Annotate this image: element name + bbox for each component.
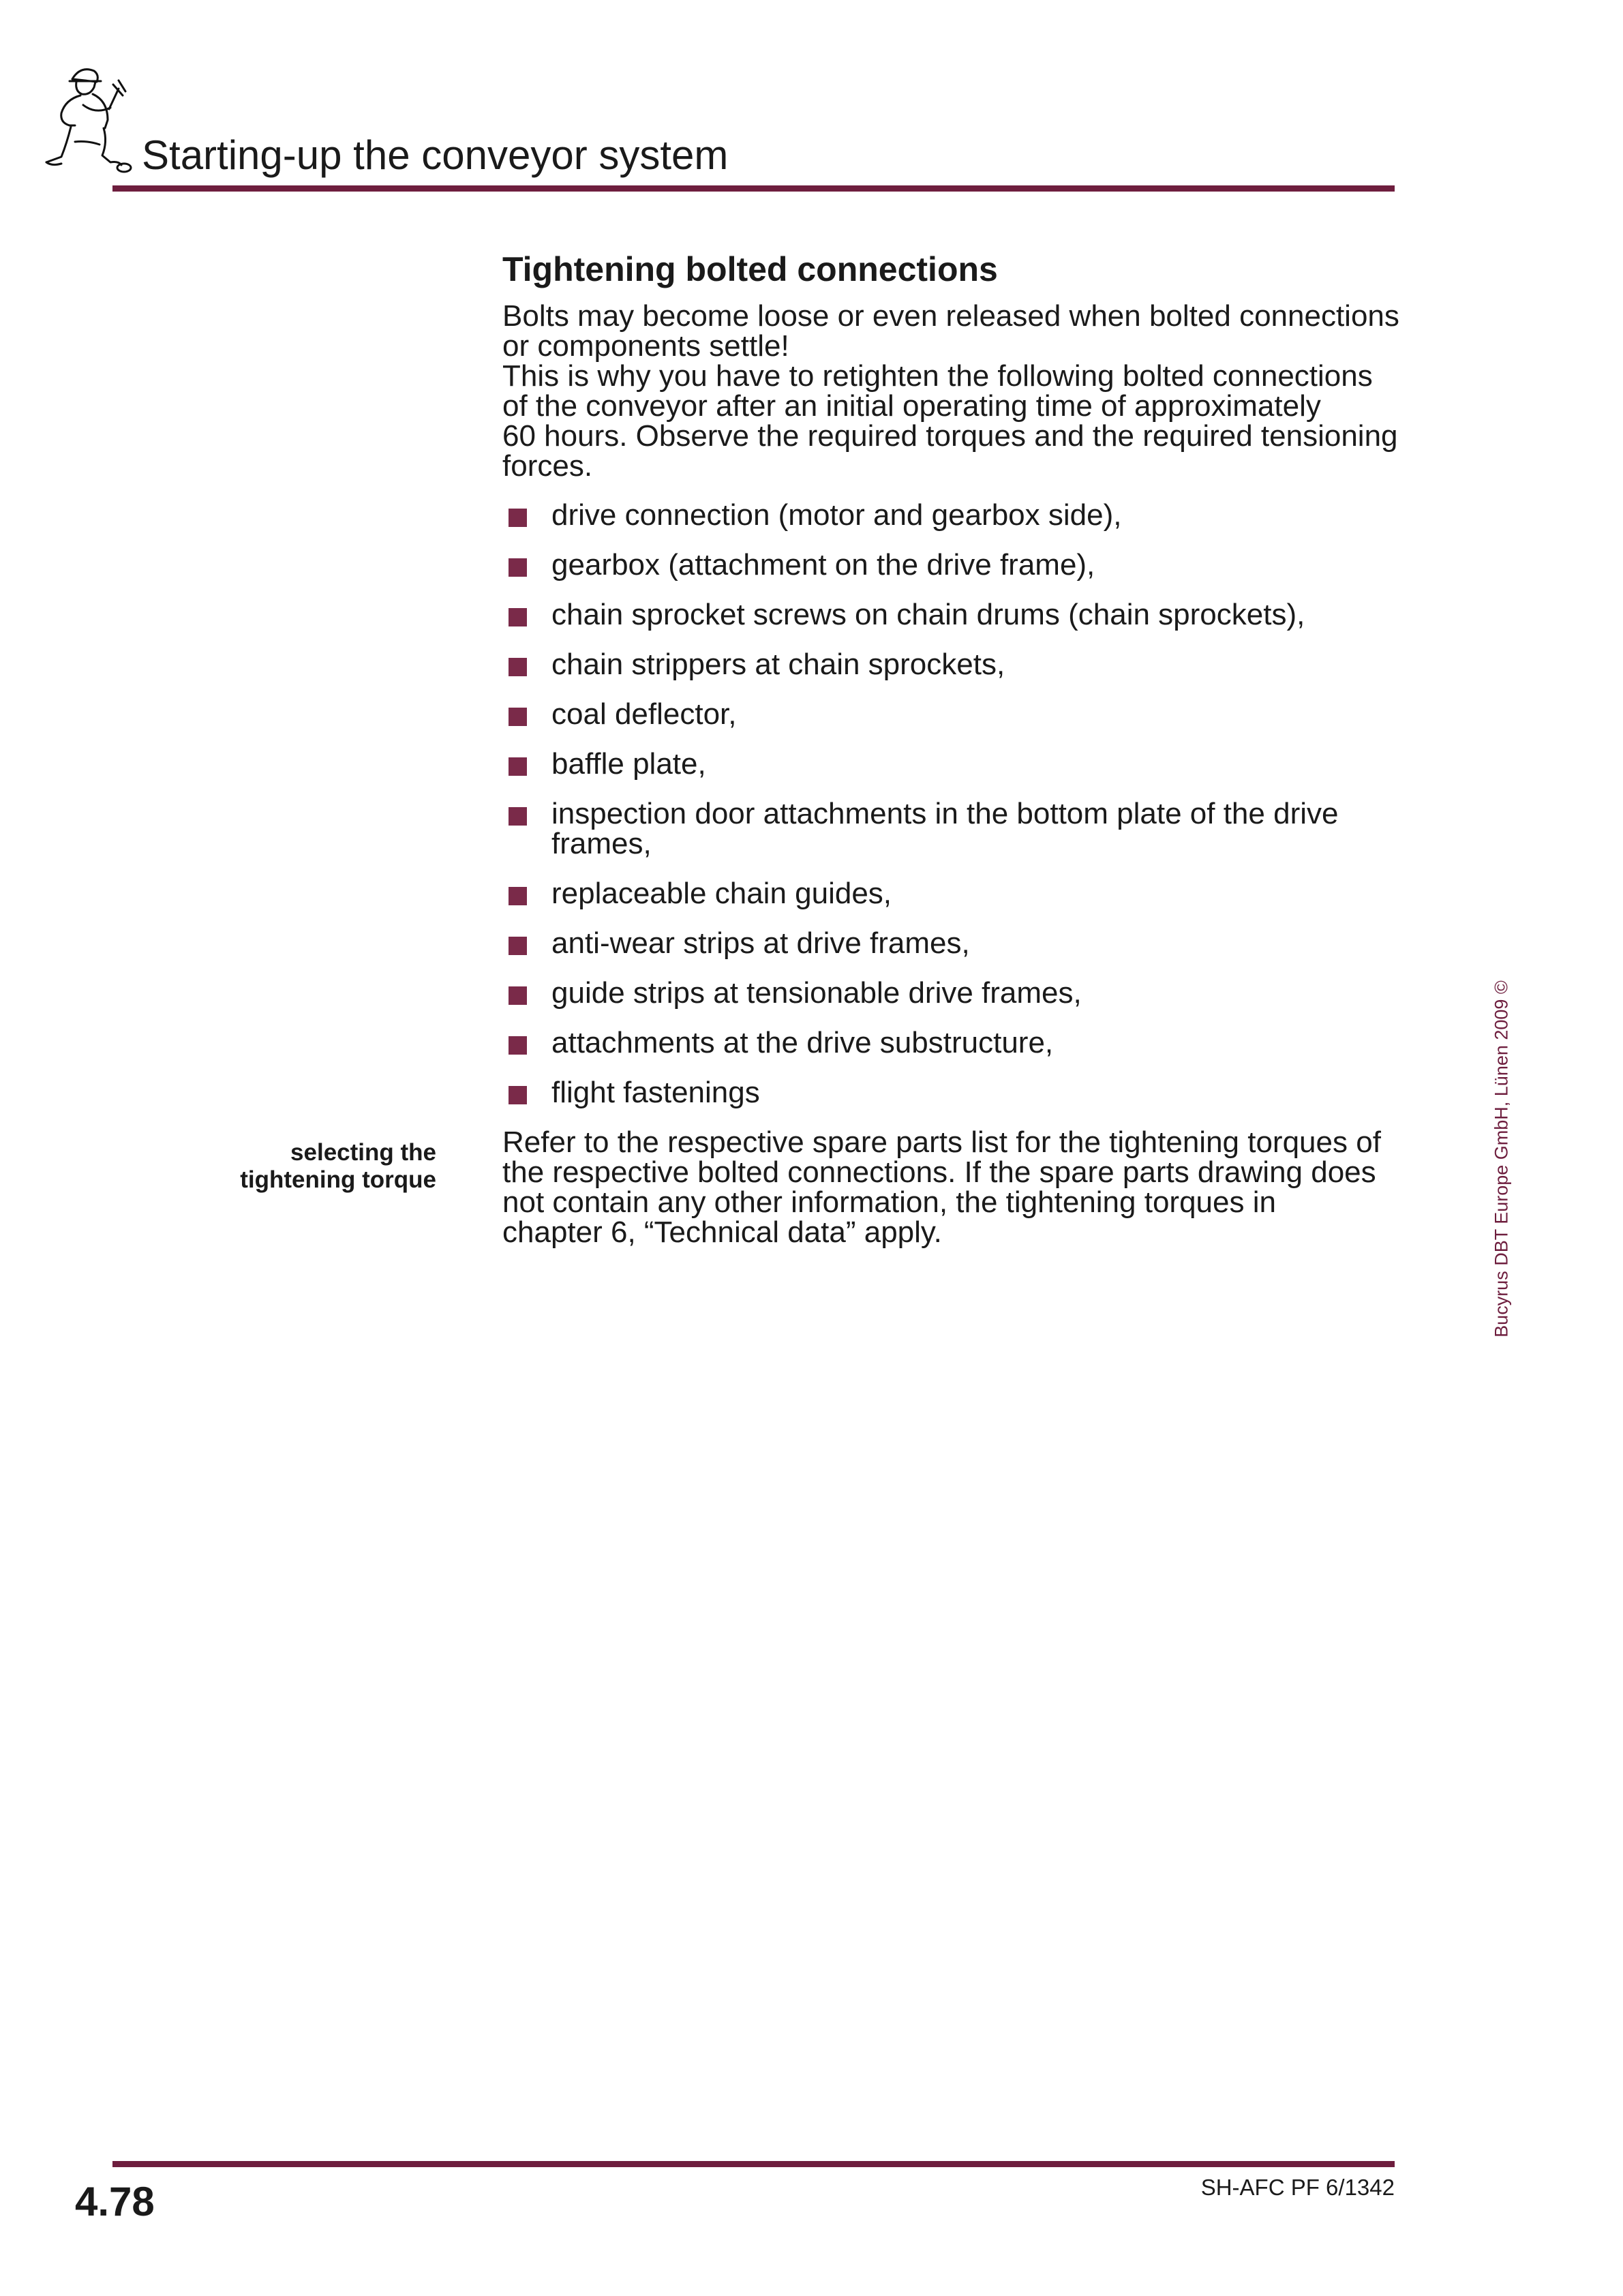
square-bullet-icon	[509, 1086, 527, 1104]
list-item	[502, 799, 1402, 859]
intro-line: 60 hours. Observe the required torques and the required tensioning	[502, 419, 1398, 453]
list-item	[502, 550, 1402, 580]
list-item-text: replaceable chain guides,	[551, 877, 892, 910]
list-item-text: drive connection (motor and gearbox side),	[551, 498, 1122, 532]
header-rule	[112, 185, 1395, 192]
list-item	[502, 600, 1402, 630]
list-item	[502, 879, 1402, 909]
list-item-text: coal deflector,	[551, 697, 737, 731]
list-item	[502, 978, 1402, 1008]
intro-line: or components settle!	[502, 329, 789, 363]
intro-paragraph	[502, 301, 1402, 481]
square-bullet-icon	[509, 937, 527, 955]
list-item	[502, 699, 1402, 729]
margin-note-line: selecting the	[290, 1139, 436, 1166]
square-bullet-icon	[509, 608, 527, 626]
square-bullet-icon	[509, 509, 527, 527]
list-item-text: inspection door attachments in the bottom plate of the drive frames,	[551, 797, 1339, 860]
square-bullet-icon	[509, 757, 527, 776]
margin-note	[240, 1139, 436, 1194]
list-item-text: flight fastenings	[551, 1076, 760, 1109]
mining-worker-icon	[42, 60, 145, 176]
square-bullet-icon	[509, 658, 527, 676]
list-item	[502, 1028, 1402, 1058]
note-line: the respective bolted connections. If the spare parts drawing does	[502, 1155, 1376, 1189]
square-bullet-icon	[509, 708, 527, 726]
list-item-text: chain sprocket screws on chain drums (chain sprockets),	[551, 598, 1305, 631]
intro-line: This is why you have to retighten the following bolted connections	[502, 359, 1373, 393]
intro-line: forces.	[502, 449, 593, 483]
bolted-connections-list	[502, 500, 1402, 1108]
square-bullet-icon	[509, 887, 527, 905]
square-bullet-icon	[509, 558, 527, 577]
torque-note-paragraph	[502, 1128, 1402, 1248]
list-item-text: attachments at the drive substructure,	[551, 1026, 1054, 1059]
square-bullet-icon	[509, 1036, 527, 1055]
list-item-text: chain strippers at chain sprockets,	[551, 648, 1005, 681]
list-item-text: guide strips at tensionable drive frames,	[551, 976, 1082, 1010]
intro-line: Bolts may become loose or even released when bolted connections	[502, 299, 1399, 333]
square-bullet-icon	[509, 986, 527, 1005]
section-heading: Tightening bolted connections	[502, 250, 998, 288]
note-line: not contain any other information, the tightening torques in	[502, 1185, 1276, 1219]
list-item-text: anti-wear strips at drive frames,	[551, 926, 970, 960]
chapter-title: Starting-up the conveyor system	[142, 132, 729, 178]
footer-rule	[112, 2161, 1395, 2167]
list-item	[502, 1078, 1402, 1108]
page-number: 4.78	[75, 2179, 155, 2224]
note-line: Refer to the respective spare parts list for the tightening torques of	[502, 1126, 1381, 1159]
document-code: SH-AFC PF 6/1342	[1200, 2175, 1395, 2200]
list-item-text: gearbox (attachment on the drive frame),	[551, 548, 1095, 581]
list-item	[502, 650, 1402, 680]
list-item	[502, 928, 1402, 958]
square-bullet-icon	[509, 807, 527, 826]
note-line: chapter 6, “Technical data” apply.	[502, 1215, 942, 1249]
copyright-notice: Bucyrus DBT Europe GmbH, Lünen 2009 ©	[1491, 980, 1512, 1338]
list-item	[502, 749, 1402, 779]
main-content	[502, 245, 1402, 1248]
margin-note-line: tightening torque	[240, 1166, 436, 1193]
intro-line: of the conveyor after an initial operating time of approximately	[502, 389, 1321, 423]
list-item-text: baffle plate,	[551, 747, 706, 781]
list-item	[502, 500, 1402, 530]
